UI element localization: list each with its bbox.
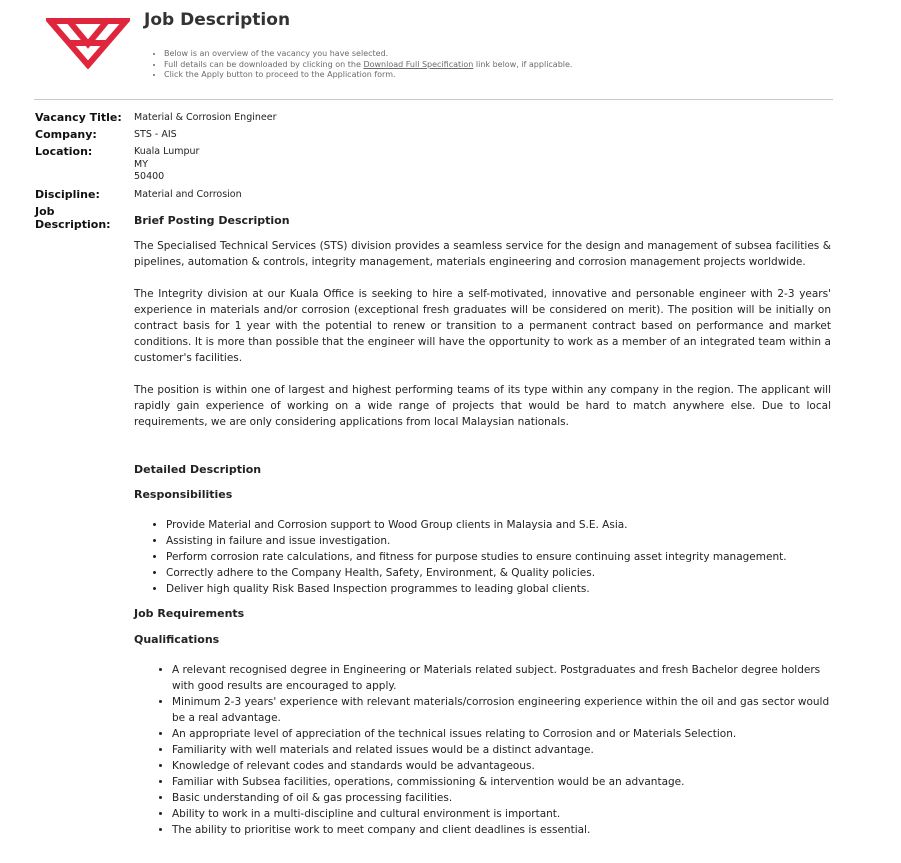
qualification-item: • A relevant recognised degree in Engineering or Materials related subject. Postgraduates and fresh Bachelor degree holders with good results are encouraged to apply.	[172, 662, 831, 694]
job-description-label	[35, 205, 111, 231]
page-title: Job Description	[144, 10, 291, 30]
company-value: STS - AIS	[134, 129, 177, 140]
download-specification-link[interactable]: Download Full Specification	[363, 59, 474, 69]
responsibilities-list	[134, 517, 831, 597]
qualification-item: • An appropriate level of appreciation of the technical issues relating to Corrosion and or Materials Selection.	[172, 726, 831, 742]
intro-item	[164, 60, 572, 71]
intro-text: Full details can be downloaded by clicking on the	[164, 59, 364, 69]
qualification-item: • Minimum 2-3 years' experience with relevant materials/corrosion engineering experience within the oil and gas sector would be a real advantage.	[172, 694, 831, 726]
triangle-logo-icon	[46, 17, 130, 69]
qualification-item: • The ability to prioritise work to meet company and client deadlines is essential.	[172, 822, 831, 838]
qualifications-list	[134, 662, 831, 838]
job-description-body	[134, 213, 831, 838]
company-label: Company:	[35, 128, 97, 141]
qualifications-heading: Qualifications	[134, 633, 220, 646]
responsibility-item: • Correctly adhere to the Company Health, Safety, Environment, & Quality policies.	[166, 565, 831, 581]
job-description-label-line: Description:	[35, 218, 111, 231]
discipline-label: Discipline:	[35, 188, 100, 201]
responsibility-item: • Provide Material and Corrosion support to Wood Group clients in Malaysia and S.E. Asia.	[166, 517, 831, 533]
description-paragraph: The Integrity division at our Kuala Office is seeking to hire a self-motivated, innovative and personable engineer with 2-3 years' experience in materials and/or corrosion (exceptional fresh graduates will be considered on merit). The position will be initially on contract basis for 1 year with the potential to renew or transition to a permanent contract based on performance and market conditions. It is more than possible that the engineer will have the opportunity to work as a member of an integrated team within a customer's facilities.	[134, 288, 831, 364]
detailed-description-heading: Detailed Description	[134, 463, 262, 476]
location-country: MY	[134, 158, 148, 170]
header-divider	[34, 99, 833, 100]
location-city: Kuala Lumpur	[134, 146, 200, 157]
intro-item: • Click the Apply button to proceed to the Application form.	[164, 70, 572, 81]
responsibilities-heading: Responsibilities	[134, 488, 233, 501]
responsibility-item: • Perform corrosion rate calculations, and fitness for purpose studies to ensure continuing asset integrity management.	[166, 549, 831, 565]
intro-list	[150, 49, 572, 81]
brief-posting-heading: Brief Posting Description	[134, 214, 290, 227]
intro-item: • Below is an overview of the vacancy you have selected.	[164, 49, 572, 60]
job-description-label-line: Job	[35, 205, 55, 218]
intro-text: link below, if applicable.	[473, 59, 573, 69]
qualification-item: • Knowledge of relevant codes and standards would be advantageous.	[172, 758, 831, 774]
location-label: Location:	[35, 145, 93, 158]
qualification-item: • Familiarity with well materials and related issues would be a distinct advantage.	[172, 742, 831, 758]
description-paragraph: The position is within one of largest and highest performing teams of its type within any company in the region. The applicant will rapidly gain experience of working on a wide range of projects that would be hard to match anywhere else. Due to local requirements, we are only considering applications from local Malaysian nationals.	[134, 384, 831, 428]
vacancy-title-value: Material & Corrosion Engineer	[134, 112, 277, 123]
job-requirements-heading: Job Requirements	[134, 607, 245, 620]
responsibility-item: • Deliver high quality Risk Based Inspection programmes to leading global clients.	[166, 581, 831, 597]
vacancy-title-label: Vacancy Title:	[35, 111, 122, 124]
discipline-value: Material and Corrosion	[134, 189, 242, 200]
responsibility-item: • Assisting in failure and issue investigation.	[166, 533, 831, 549]
qualification-item: • Ability to work in a multi-discipline and cultural environment is important.	[172, 806, 831, 822]
qualification-item: • Familiar with Subsea facilities, operations, commissioning & intervention would be an advantage.	[172, 774, 831, 790]
description-paragraph: The Specialised Technical Services (STS) division provides a seamless service for the design and management of subsea facilities & pipelines, automation & controls, integrity management, materials engineering and corrosion management projects worldwide.	[134, 240, 831, 268]
location-value	[134, 146, 199, 184]
qualification-item: • Basic understanding of oil & gas processing facilities.	[172, 790, 831, 806]
location-postcode: 50400	[134, 171, 165, 182]
